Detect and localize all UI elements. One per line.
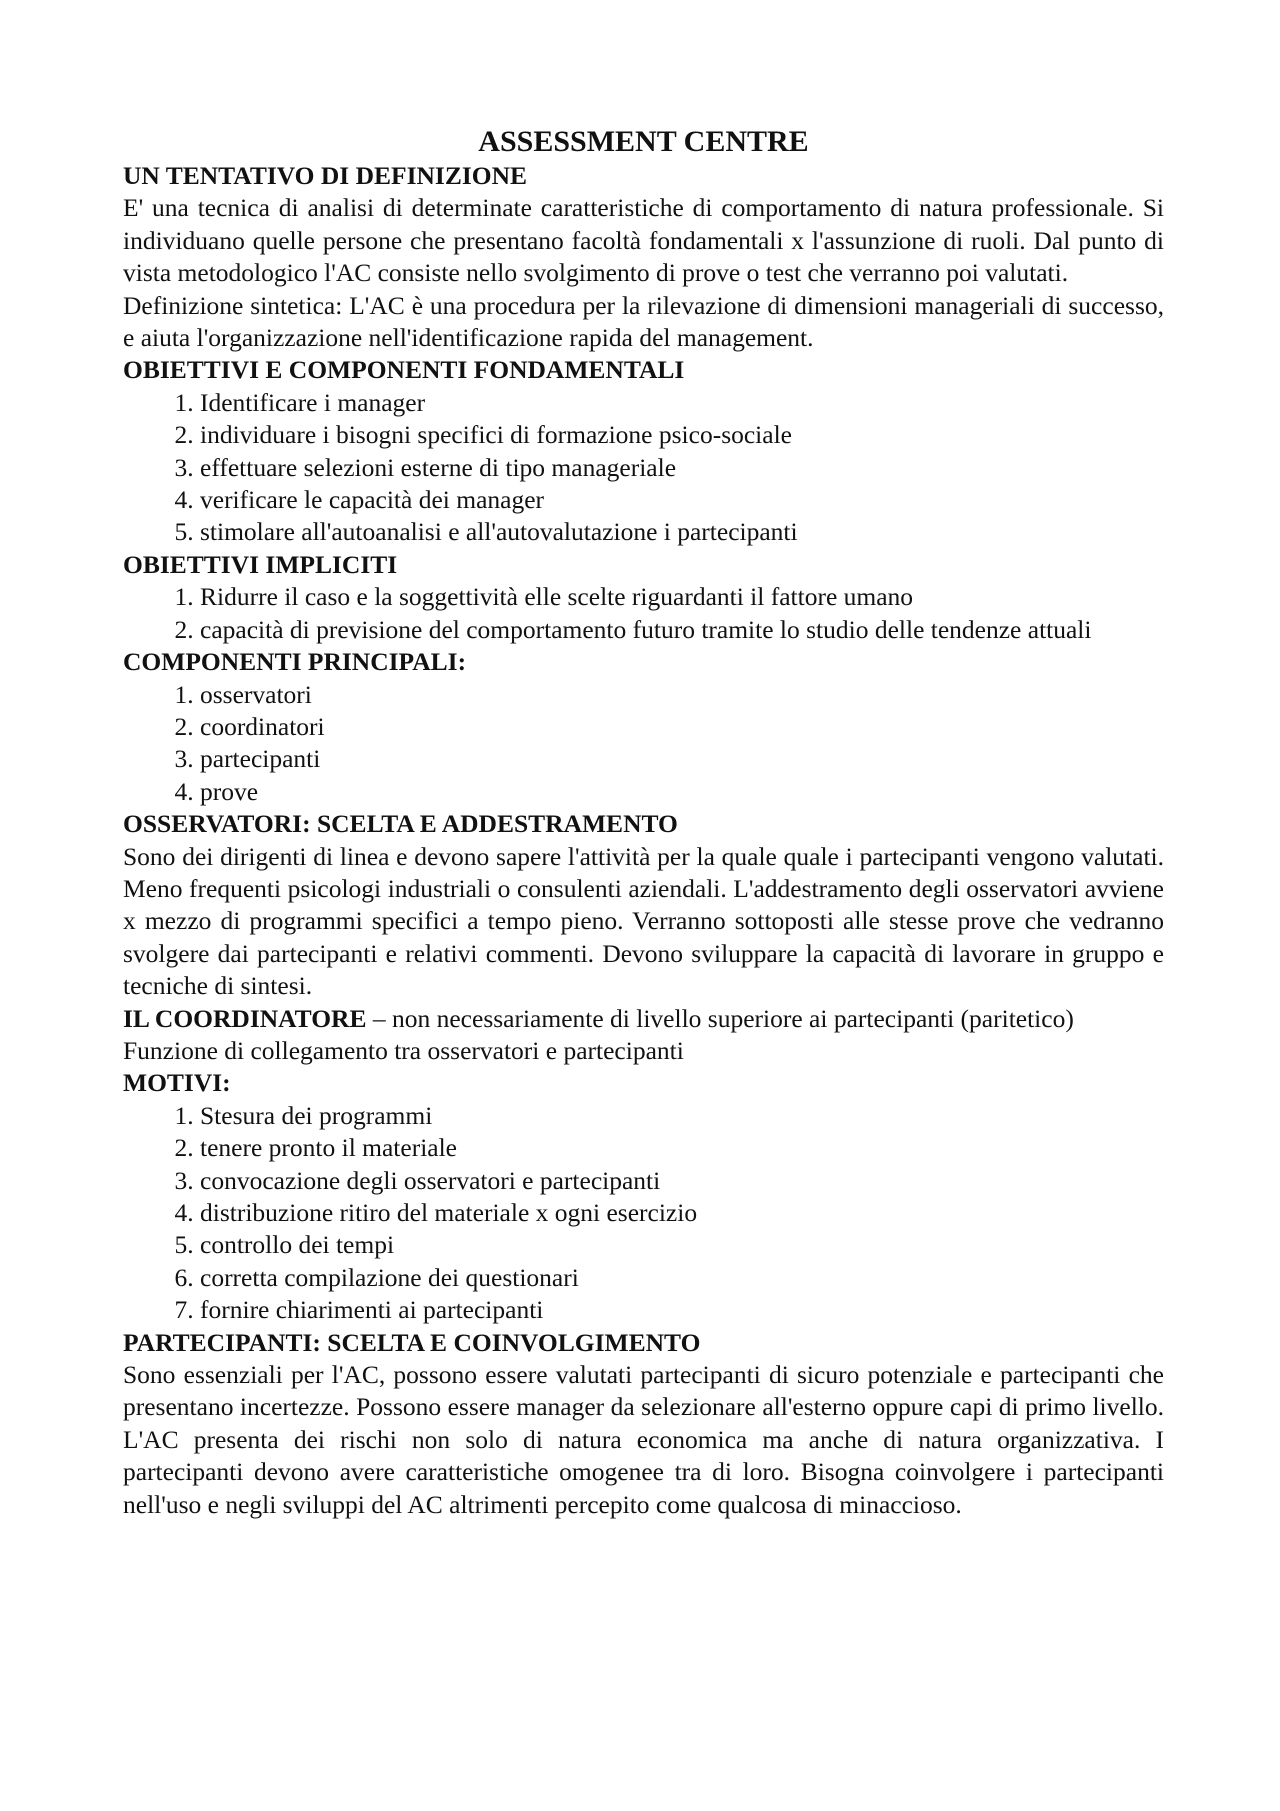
section-heading-componenti: COMPONENTI PRINCIPALI:	[123, 647, 467, 677]
document-title: ASSESSMENT CENTRE	[478, 125, 809, 158]
list-item: 7. fornire chiarimenti ai partecipanti	[200, 1294, 1164, 1326]
list-item: 1. Ridurre il caso e la soggettività elle scelte riguardanti il fattore umano	[200, 581, 1164, 613]
coordinatore-text: – non necessariamente di livello superiore ai partecipanti (paritetico)	[366, 1003, 1074, 1033]
paragraph-funzione: Funzione di collegamento tra osservatori e partecipanti	[123, 1035, 684, 1065]
list-item: 1. Stesura dei programmi	[200, 1100, 1164, 1132]
section-heading-osservatori: OSSERVATORI: SCELTA E ADDESTRAMENTO	[123, 809, 678, 839]
list-obiettivi	[123, 387, 1164, 549]
list-item: 6. corretta compilazione dei questionari	[200, 1262, 1164, 1294]
list-componenti	[123, 679, 1164, 809]
list-item: 4. distribuzione ritiro del materiale x ogni esercizio	[200, 1197, 1164, 1229]
section-heading-definizione: UN TENTATIVO DI DEFINIZIONE	[123, 161, 528, 190]
section-heading-partecipanti: PARTECIPANTI: SCELTA E COINVOLGIMENTO	[123, 1327, 701, 1357]
list-item: 2. capacità di previsione del comportamento futuro tramite lo studio delle tendenze attuali	[200, 614, 1164, 646]
paragraph-coordinatore	[123, 1003, 1164, 1035]
list-item: 4. verificare le capacità dei manager	[200, 484, 1164, 516]
list-item: 2. coordinatori	[200, 711, 1164, 743]
section-heading-impliciti: OBIETTIVI IMPLICITI	[123, 549, 398, 579]
list-motivi	[123, 1100, 1164, 1327]
list-item: 1. osservatori	[200, 679, 1164, 711]
list-item: 5. controllo dei tempi	[200, 1229, 1164, 1261]
list-item: 5. stimolare all'autoanalisi e all'autovalutazione i partecipanti	[200, 516, 1164, 548]
paragraph-partecipanti: Sono essenziali per l'AC, possono essere valutati partecipanti di sicuro potenziale e partecipanti che presentano incertezze. Possono essere manager da selezionare all'esterno oppure capi di primo livello. L'AC presenta dei rischi non solo di natura economica ma anche di natura organizzativa. I partecipanti devono avere caratteristiche omogenee tra di loro. Bisogna coinvolgere i partecipanti nell'uso e negli sviluppi del AC altrimenti percepito come qualcosa di minaccioso.	[123, 1360, 1164, 1519]
section-heading-motivi: MOTIVI:	[123, 1068, 231, 1098]
list-item: 3. effettuare selezioni esterne di tipo manageriale	[200, 452, 1164, 484]
list-item: 3. partecipanti	[200, 743, 1164, 775]
inline-heading-coordinatore: IL COORDINATORE	[123, 1003, 367, 1033]
section-heading-obiettivi: OBIETTIVI E COMPONENTI FONDAMENTALI	[123, 355, 685, 385]
list-item: 3. convocazione degli osservatori e partecipanti	[200, 1165, 1164, 1197]
paragraph-definizione: E' una tecnica di analisi di determinate caratteristiche di comportamento di natura professionale. Si individuano quelle persone che presentano facoltà fondamentali x l'assunzione di ruoli. Dal punto di vista metodologico l'AC consiste nello svolgimento di prove o test che verranno poi valutati.	[123, 193, 1164, 288]
list-item: 4. prove	[200, 776, 1164, 808]
paragraph-osservatori: Sono dei dirigenti di linea e devono sapere l'attività per la quale quale i partecipanti vengono valutati. Meno frequenti psicologi industriali o consulenti aziendali. L'addestramento degli osservatori avviene x mezzo di programmi specifici a tempo pieno. Verranno sottoposti alle stesse prove che vedranno svolgere dai partecipanti e relativi commenti. Devono sviluppare la capacità di lavorare in gruppo e tecniche di sintesi.	[123, 841, 1164, 1001]
list-item: 2. tenere pronto il materiale	[200, 1132, 1164, 1164]
paragraph-definizione-sintetica: Definizione sintetica: L'AC è una procedura per la rilevazione di dimensioni manageriali di successo, e aiuta l'organizzazione nell'identificazione rapida del management.	[123, 290, 1164, 353]
list-item: 2. individuare i bisogni specifici di formazione psico-sociale	[200, 419, 1164, 451]
list-impliciti	[123, 581, 1164, 646]
list-item: 1. Identificare i manager	[200, 387, 1164, 419]
